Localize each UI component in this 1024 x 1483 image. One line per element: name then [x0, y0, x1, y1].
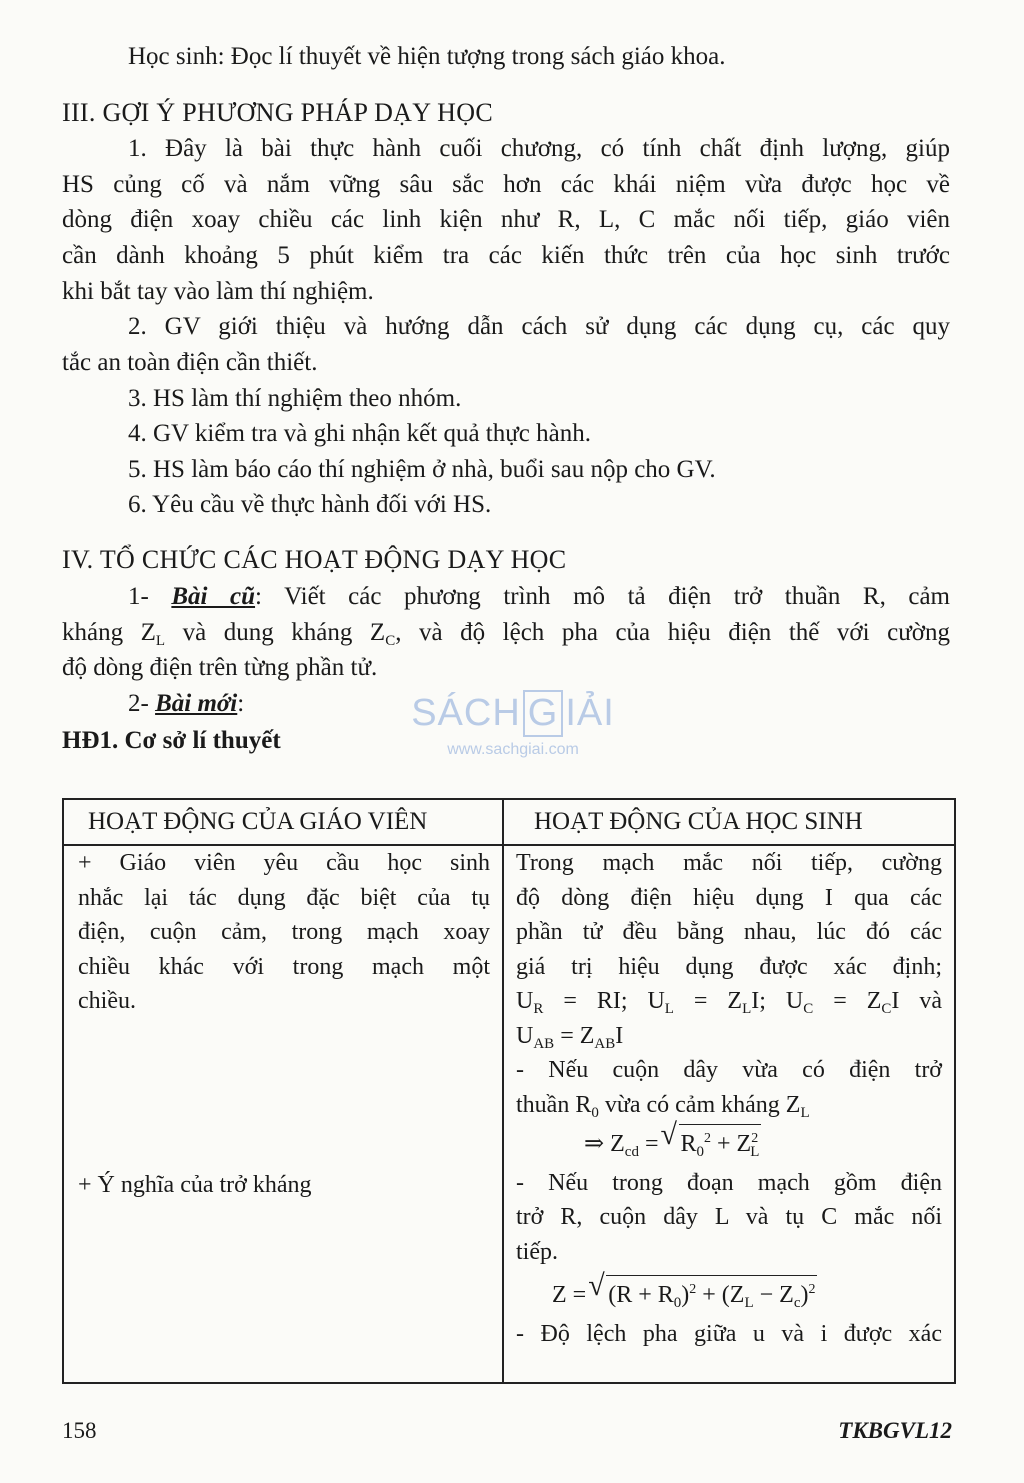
activity-table	[62, 798, 956, 1384]
section-3-p1-line1: 1. Đây là bài thực hành cuối chương, có tính chất định lượng, giúp	[128, 135, 950, 162]
intro-line: Học sinh: Đọc lí thuyết về hiện tượng trong sách giáo khoa.	[128, 43, 726, 70]
teacher-cell-2: + Ý nghĩa của trở kháng	[78, 1172, 312, 1198]
new-lesson-label: Bài mới	[155, 690, 238, 717]
student-cell: Trong mạch mắc nối tiếp, cường độ dòng điện hiệu dụng I qua các phần tử đều bằng nhau, lúc đó các giá trị hiệu dụng được xác định; $U_R$ = RI; $U_L = Z_LI$; $U_C = Z_CI$ và $U_{AB} = Z_{AB}I$ - Nếu cuộn dây vừa có điện trở thuần $R_0$ vừa có cảm kháng $Z_L$ ⇒ $Z_{cd}$ = √ $R_0^2 + Z^2_L$ - Nếu trong đoạn mạch gồm điện trở R, cuộn dây L và tụ C mắc nối tiếp. Z = √ $(R + R_0)^2 + (Z_L - Z_c)^2$ - Độ lệch pha giữa u và i được xác	[516, 846, 942, 1351]
watermark	[408, 690, 618, 759]
section-3-heading: III. GỢI Ý PHƯƠNG PHÁP DẠY HỌC	[62, 98, 493, 127]
watermark-url: www.sachgiai.com	[447, 741, 579, 758]
book-code: TKBGVL12	[838, 1418, 952, 1443]
table-header-teacher: HOẠT ĐỘNG CỦA GIÁO VIÊN	[88, 808, 428, 835]
section-3-p4: 4. GV kiểm tra và ghi nhận kết quả thực hành.	[128, 420, 591, 447]
section-4-heading: IV. TỔ CHỨC CÁC HOẠT ĐỘNG DẠY HỌC	[62, 545, 567, 574]
section-3-p2-line1: 2. GV giới thiệu và hướng dẫn cách sử dụng các dụng cụ, các quy	[128, 313, 950, 340]
page-number: 158	[62, 1418, 97, 1443]
teacher-cell-1: + Giáo viên yêu cầu học sinh nhắc lại tác dụng đặc biệt của tụ điện, cuộn cảm, trong mạch xoay chiều khác với trong mạch một chiều.	[78, 850, 490, 1014]
section-3-p1-line2: HS củng cố và nắm vững sâu sắc hơn các khái niệm vừa được học về	[62, 171, 950, 198]
section-3-p1-line4: cần dành khoảng 5 phút kiểm tra các kiến thức trên của học sinh trước	[62, 242, 950, 269]
effective-values-line: $U_R$ = RI; $U_L = Z_LI$; $U_C = Z_CI$ và	[516, 988, 942, 1017]
uab-line: $U_{AB} = Z_{AB}I$	[516, 1022, 624, 1052]
table-column-divider	[502, 800, 504, 1382]
formula-z: Z = √ $(R + R_0)^2 + (Z_L - Z_c)^2$	[516, 1275, 942, 1313]
table-header-student: HOẠT ĐỘNG CỦA HỌC SINH	[534, 808, 863, 835]
watermark-logo: SÁCH G IẢI	[408, 690, 618, 737]
section-3-p6: 6. Yêu cầu về thực hành đối với HS.	[128, 491, 492, 518]
section-3-p1-line3: dòng điện xoay chiều các linh kiện như R, L, C mắc nối tiếp, giáo viên	[62, 206, 950, 233]
section-4-old-line3: độ dòng điện trên từng phần tử.	[62, 654, 378, 681]
section-4-old-line1: 1- Bài cũ: Viết các phương trình mô tả điện trở thuần R, cảm	[128, 583, 950, 610]
section-3-p1-line5: khi bắt tay vào làm thí nghiệm.	[62, 278, 374, 305]
section-3-p2-line2: tắc an toàn điện cần thiết.	[62, 349, 318, 376]
section-4-old-line2: kháng $Z_L$ và dung kháng $Z_C$, và độ lệch pha của hiệu điện thế với cường	[62, 619, 950, 649]
old-lesson-label: Bài cũ	[171, 583, 256, 610]
section-3-p3: 3. HS làm thí nghiệm theo nhóm.	[128, 385, 462, 412]
section-3-p5: 5. HS làm báo cáo thí nghiệm ở nhà, buổi sau nộp cho GV.	[128, 456, 716, 483]
hd1-heading: HĐ1. Cơ sở lí thuyết	[62, 727, 281, 754]
coil-line: thuần $R_0$ vừa có cảm kháng $Z_L$	[516, 1091, 810, 1121]
section-4-new-line: 2- Bài mới:	[128, 690, 245, 717]
formula-zcd: ⇒ $Z_{cd}$ = √ $R_0^2 + Z^2_L$	[516, 1124, 942, 1162]
